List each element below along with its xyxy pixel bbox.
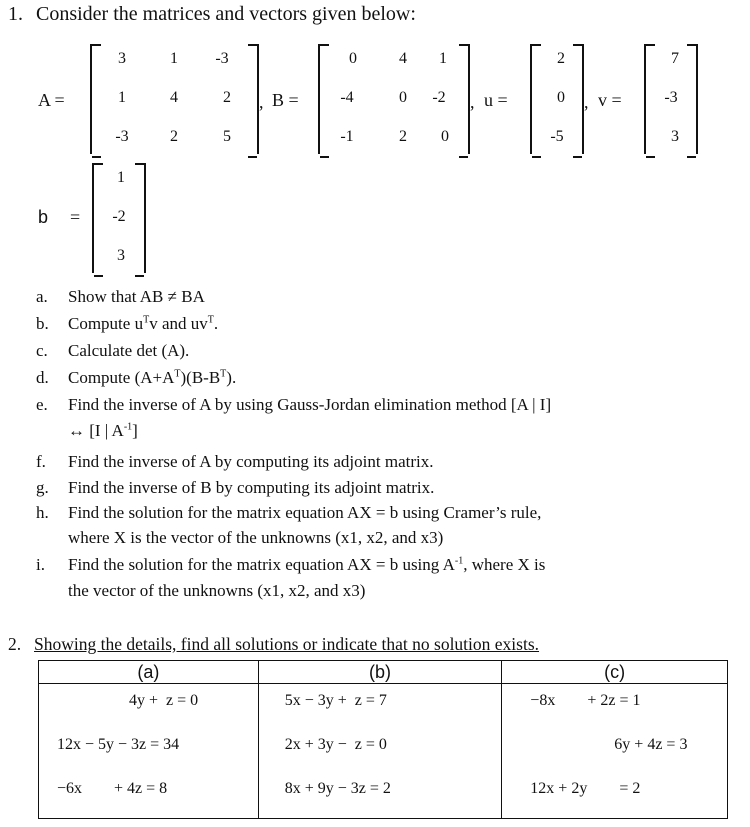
- matrix-b-cell: 2: [399, 128, 407, 145]
- vector-b-label: b: [38, 207, 49, 227]
- item-e-continued: ↔ [I | $A^{-1}$]: [68, 421, 138, 440]
- matrix-a-cell: 2: [170, 128, 178, 145]
- problem-1-number: 1.: [8, 3, 23, 25]
- vector-u-cell: -5: [550, 128, 564, 145]
- item-a: a. Show that AB ≠ BA: [36, 287, 205, 306]
- matrix-b: [318, 44, 470, 154]
- matrix-a-cell: -3: [115, 128, 129, 145]
- vector-v-label: v =: [598, 90, 622, 110]
- system-c: [502, 684, 728, 819]
- vector-u-label: u =: [484, 90, 508, 110]
- vector-u-cell: 0: [557, 89, 565, 106]
- problem-1-title: Consider the matrices and vectors given below:: [36, 3, 416, 25]
- item-f: f. Find the inverse of A by computing its adjoint matrix.: [36, 452, 434, 471]
- comma: ,: [584, 92, 589, 112]
- system-a: [39, 684, 259, 819]
- header-a: (a): [39, 661, 259, 684]
- matrix-b-label: B =: [272, 90, 299, 110]
- matrix-a-cell: 1: [118, 89, 126, 106]
- header-c: (c): [502, 661, 728, 684]
- system-c-eq-2: 6y + 4z = 3: [614, 736, 688, 753]
- system-b: [258, 684, 502, 819]
- vector-b-cell: 1: [117, 169, 125, 186]
- vector-v-cell: 7: [671, 50, 679, 67]
- comma: ,: [259, 92, 264, 112]
- vector-v-cell: -3: [664, 89, 678, 106]
- item-b: b. Compute $u^Tv$ and $uv^T$.: [36, 314, 219, 333]
- system-c-eq-3: 12x + 2y = 2: [530, 780, 641, 797]
- systems-table: [38, 660, 728, 819]
- matrix-a-cell: 2: [223, 89, 231, 106]
- problem-1-heading: [8, 3, 416, 26]
- item-d: d. Compute $(A+A^T)(B-B^T)$.: [36, 368, 237, 387]
- vector-v: [644, 44, 698, 154]
- matrix-b-cell: 1: [439, 50, 447, 67]
- item-e: e. Find the inverse of A by using Gauss-Jordan elimination method [A | I]: [36, 395, 552, 414]
- matrix-b-cell: -4: [340, 89, 354, 106]
- vector-b-cell: -2: [112, 208, 126, 225]
- system-b-eq-3: 8x + 9y − 3z = 2: [284, 780, 391, 797]
- item-c: c. Calculate det (A).: [36, 341, 190, 360]
- vector-b-cell: 3: [117, 247, 125, 264]
- matrix-b-cell: 0: [349, 50, 357, 67]
- system-b-eq-1: 5x − 3y + z = 7: [284, 692, 387, 709]
- item-i: i. Find the solution for the matrix equation AX = b using $A^{-1}$, where X is: [36, 555, 546, 574]
- matrix-a-cell: -3: [215, 50, 229, 67]
- systems-body-row: [39, 684, 728, 819]
- item-g: g. Find the inverse of B by computing its adjoint matrix.: [36, 478, 435, 497]
- matrix-a: [90, 44, 259, 154]
- systems-header-row: [39, 661, 728, 684]
- system-c-eq-1: −8x + 2z = 1: [530, 692, 641, 709]
- matrix-b-cell: 4: [399, 50, 407, 67]
- problem-2-heading: [8, 634, 539, 655]
- item-i-continued: the vector of the unknowns (x1, x2, and x3): [68, 581, 366, 600]
- problem-2-title: Showing the details, find all solutions or indicate that no solution exists.: [34, 634, 540, 654]
- matrix-a-cell: 5: [223, 128, 231, 145]
- matrix-a-cell: 4: [170, 89, 178, 106]
- system-a-eq-2: 12x − 5y − 3z = 34: [57, 736, 180, 753]
- matrix-a-cell: 3: [118, 50, 126, 67]
- system-a-eq-3: −6x + 4z = 8: [57, 780, 168, 797]
- system-a-eq-1: 4y + z = 0: [129, 692, 199, 709]
- equals-sign: =: [70, 207, 81, 227]
- matrix-a-cell: 1: [170, 50, 178, 67]
- comma: ,: [470, 92, 475, 112]
- matrix-b-cell: -2: [432, 89, 446, 106]
- problem-2-number: 2.: [8, 634, 22, 654]
- item-h-continued: where X is the vector of the unknowns (x1, x2, and x3): [68, 528, 444, 547]
- matrix-a-label: A =: [38, 90, 65, 110]
- matrix-b-cell: -1: [340, 128, 354, 145]
- vector-b: [92, 163, 146, 273]
- matrix-b-cell: 0: [441, 128, 449, 145]
- item-h: h. Find the solution for the matrix equation AX = b using Cramer’s rule,: [36, 503, 542, 522]
- vector-u-cell: 2: [557, 50, 565, 67]
- vector-u: [530, 44, 584, 154]
- matrix-b-cell: 0: [399, 89, 407, 106]
- vector-v-cell: 3: [671, 128, 679, 145]
- header-b: (b): [258, 661, 502, 684]
- system-b-eq-2: 2x + 3y − z = 0: [284, 736, 387, 753]
